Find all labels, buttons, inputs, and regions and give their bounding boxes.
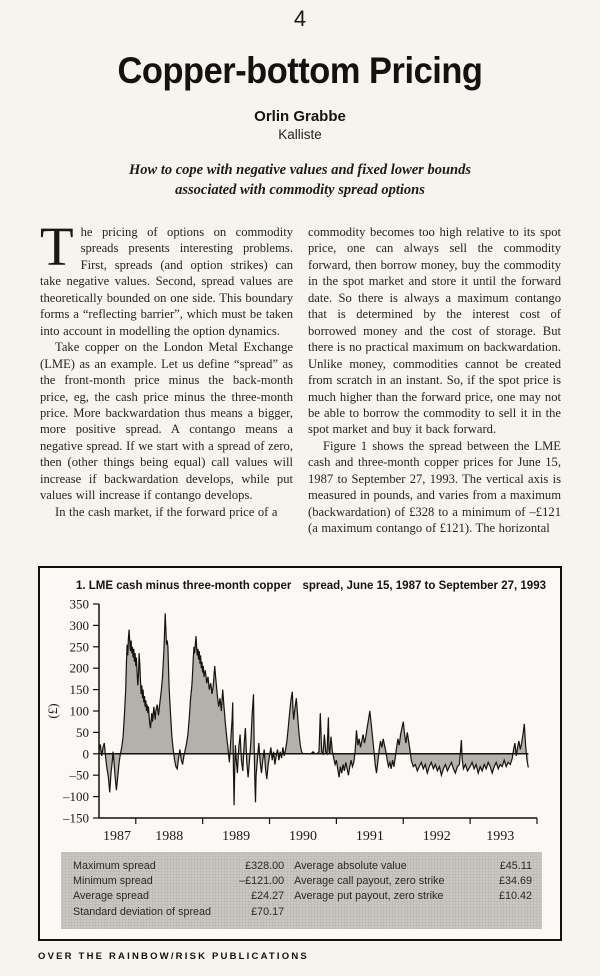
column-left <box>40 216 293 558</box>
x-tick-label: 1991 <box>355 829 384 844</box>
figure-1-box <box>38 566 562 941</box>
stat-label: Average put payout, zero strike <box>294 890 444 903</box>
y-tick-label: 100 <box>69 703 89 719</box>
stat-value: £45.11 <box>499 860 532 872</box>
stat-label: Standard deviation of spread <box>73 905 212 918</box>
y-tick-label: –150 <box>62 810 89 826</box>
paragraph: Take copper on the London Metal Exchange (LME) as an example. Let us define “spread” as the front-month price minus the back-month price, eg, the cash price minus the three-month price. More backwardation thus means a bigger, more positive spread. A contango means a negative spread. If we start with a spread of zero, then (other things being equal) call values will increase if backwardation develops, while put values will increase if contango develops. <box>40 340 293 503</box>
stat-row <box>73 859 284 874</box>
stat-label: Average spread <box>73 890 150 903</box>
x-tick-label: 1992 <box>422 829 451 844</box>
y-tick-label: 350 <box>69 596 89 612</box>
column-right <box>308 224 561 558</box>
stat-value: £70.17 <box>251 905 285 918</box>
y-tick-label: 0 <box>82 746 89 762</box>
paragraph: In the cash market, if the forward price of a <box>55 504 278 519</box>
stat-value: £24.27 <box>251 890 285 903</box>
stat-row <box>294 874 532 889</box>
y-axis-label: (£) <box>44 703 60 719</box>
x-tick-label: 1988 <box>154 829 183 844</box>
y-tick-label: –50 <box>69 767 89 783</box>
x-tick-label: 1990 <box>288 829 317 844</box>
stat-row <box>73 874 284 889</box>
x-tick-label: 1989 <box>221 829 250 844</box>
standfirst: How to cope with negative values and fixed lower bounds associated with commodity spread options <box>129 162 471 198</box>
stat-value: £34.69 <box>498 875 532 888</box>
stat-row <box>294 889 532 904</box>
paragraph: Figure 1 shows the spread between the LME cash and three-month copper prices for June 15, 1987 to September 27, 1993. The vertical axis is measured in pounds, and varies from a maximum (backwardation) of £328 to a minimum of –£121 (a maximum contango of £121). The horizontal <box>308 438 561 536</box>
stat-row <box>294 859 532 874</box>
stat-row <box>73 905 284 920</box>
figure-title-left: 1. LME cash minus three-month copper <box>76 580 292 592</box>
paragraph: commodity becomes too high relative to its spot price, one can always sell the commodity forward, then borrow money, buy the commodity in the spot market and store it until the forward date. So there is always a maximum contango that is determined by the interest cost of borrowed money and the cost of storage. But there is no practical maximum on backwardation. Unlike money, commodities cannot be created from scratch in an instant. So, if the spot price is much higher than the forward price, one may not be able to borrow the commodity to sell it in the spot market and buy it back forward. <box>308 225 561 437</box>
y-tick-label: 50 <box>75 724 89 740</box>
y-tick-label: –100 <box>62 789 89 805</box>
stats-column-left <box>73 859 284 920</box>
stat-label: Minimum spread <box>73 875 153 888</box>
paragraph: The pricing of options on commodity spreads presents interesting problems. First, spreads (and option strikes) can take negative values. Second, spread values are theoretically bounded on one side. This boundary forms a “reflecting barrier”, which must be taken into account in modelling the option dynamics. <box>40 216 293 338</box>
y-tick-label: 200 <box>69 660 89 676</box>
y-tick-label: 150 <box>69 682 89 698</box>
stat-label: Average call payout, zero strike <box>294 875 445 888</box>
spread-area <box>99 613 528 805</box>
y-tick-label: 250 <box>69 639 89 655</box>
x-tick-label: 1993 <box>485 829 514 844</box>
figure-title-right: spread, June 15, 1987 to September 27, 1993 <box>302 580 546 592</box>
page-number: 4 <box>293 6 307 31</box>
figure-title <box>76 580 546 592</box>
stat-label: Maximum spread <box>73 860 156 872</box>
body-text-columns <box>40 216 561 558</box>
y-tick-label: 300 <box>69 617 89 633</box>
spread-chart <box>41 596 560 852</box>
article-title: Copper-bottom Pricing <box>117 50 483 91</box>
page-footer: OVER THE RAINBOW/RISK PUBLICATIONS <box>38 951 309 962</box>
stat-label: Average absolute value <box>294 860 407 872</box>
stat-value: £10.42 <box>498 890 532 903</box>
stats-column-right <box>294 859 532 920</box>
author-affiliation: Kalliste <box>278 127 322 142</box>
stats-table <box>61 852 542 929</box>
stat-value: –£121.00 <box>239 875 285 888</box>
stat-value: £328.00 <box>245 860 285 872</box>
x-tick-label: 1987 <box>102 829 131 844</box>
stat-row <box>73 889 284 904</box>
author-name: Orlin Grabbe <box>254 108 346 125</box>
drop-cap: T <box>40 216 74 277</box>
